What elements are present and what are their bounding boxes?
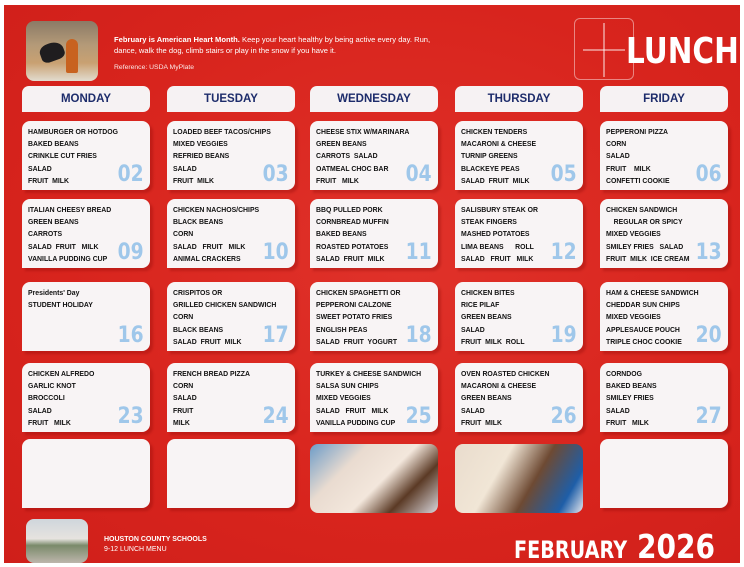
- day-card: [167, 363, 295, 432]
- menu-item: SALAD FRUIT MILK: [316, 255, 385, 263]
- menu-item: FRUIT MILK ICE CREAM: [606, 255, 690, 263]
- day-card: [310, 363, 438, 432]
- menu-item: FRUIT: [173, 407, 194, 415]
- menu-item: SALAD FRUIT MILK: [173, 338, 242, 346]
- menu-item: MASHED POTATOES: [461, 231, 530, 239]
- menu-item: CORNBREAD MUFFIN: [316, 219, 389, 227]
- month-label: FEBRUARY: [514, 536, 628, 564]
- menu-item: TURKEY & CHEESE SANDWICH: [316, 371, 422, 378]
- day-header-thursday: THURSDAY: [455, 86, 583, 112]
- menu-item: Presidents' Day: [28, 290, 80, 297]
- menu-item: CARROTS: [28, 231, 63, 239]
- month-title: [514, 527, 729, 566]
- date-number: 20: [695, 323, 722, 348]
- date-number: 27: [695, 404, 722, 429]
- menu-item: BLACK BEANS: [173, 219, 224, 227]
- menu-item: MIXED VEGGIES: [606, 314, 661, 322]
- menu-item: SALSA SUN CHIPS: [316, 383, 379, 391]
- menu-item: FRUIT MILK: [606, 165, 651, 173]
- date-number: 12: [550, 240, 577, 265]
- menu-item: BLACKEYE PEAS: [461, 165, 520, 173]
- menu-item: SALAD: [28, 407, 52, 415]
- day-card: [455, 282, 583, 351]
- day-header-friday: FRIDAY: [600, 86, 728, 112]
- school-info: [104, 535, 207, 555]
- day-card: [600, 282, 728, 351]
- date-number: 04: [405, 162, 432, 187]
- menu-item: SMILEY FRIES: [606, 395, 654, 403]
- date-number: 10: [262, 240, 289, 265]
- reference: Reference: USDA MyPlate: [114, 64, 195, 71]
- menu-item: GREEN BEANS: [461, 314, 512, 322]
- menu-item: GREEN BEANS: [316, 141, 367, 149]
- menu-item: CORN: [606, 141, 627, 149]
- day-card: [455, 363, 583, 432]
- day-header-tuesday: TUESDAY: [167, 86, 295, 112]
- day-card: [310, 282, 438, 351]
- menu-item: CHEESE STIX W/MARINARA: [316, 129, 410, 136]
- menu-item: GREEN BEANS: [461, 395, 512, 403]
- menu-item: SALAD FRUIT MILK: [461, 177, 530, 185]
- menu-item: BAKED BEANS: [606, 383, 657, 391]
- menu-item: PEPPERONI PIZZA: [606, 129, 669, 136]
- menu-item: ENGLISH PEAS: [316, 326, 368, 334]
- intro-bold: February is American Heart Month.: [114, 35, 240, 44]
- menu-item: STUDENT HOLIDAY: [28, 302, 93, 310]
- menu-item: FRUIT MILK: [173, 177, 214, 185]
- menu-item: FRUIT MILK ROLL: [461, 338, 525, 346]
- menu-item: CHICKEN TENDERS: [461, 129, 528, 136]
- date-number: 06: [695, 162, 722, 187]
- menu-item: SALAD FRUIT MILK: [316, 407, 389, 415]
- day-header-wednesday: WEDNESDAY: [310, 86, 438, 112]
- menu-item: CHICKEN SANDWICH: [606, 207, 678, 214]
- menu-item: MIXED VEGGIES: [316, 395, 371, 403]
- menu-item: GREEN BEANS: [28, 219, 79, 227]
- menu-item: HAM & CHEESE SANDWICH: [606, 290, 699, 297]
- menu-item: SALISBURY STEAK OR: [461, 207, 538, 214]
- menu-item: SALAD: [606, 153, 630, 161]
- menu-item: PEPPERONI CALZONE: [316, 302, 392, 310]
- day-card: [600, 199, 728, 268]
- date-number: 16: [117, 323, 144, 348]
- menu-item: CORN: [173, 314, 194, 322]
- menu-item: VANILLA PUDDING CUP: [28, 255, 108, 263]
- menu-item: SWEET POTATO FRIES: [316, 314, 393, 322]
- date-number: 23: [117, 404, 144, 429]
- date-number: 26: [550, 404, 577, 429]
- menu-name: 9-12 LUNCH MENU: [104, 546, 167, 553]
- lunch-title: LUNCH: [626, 31, 739, 72]
- menu-item: FRUIT MILK: [461, 419, 502, 427]
- menu-item: MILK: [173, 419, 190, 427]
- menu-item: SALAD: [28, 165, 52, 173]
- menu-item: SALAD: [173, 165, 197, 173]
- heart-month-note: [114, 34, 454, 73]
- menu-item: BAKED BEANS: [28, 141, 79, 149]
- date-number: 19: [550, 323, 577, 348]
- date-number: 13: [695, 240, 722, 265]
- menu-item: BLACK BEANS: [173, 326, 224, 334]
- lunch-tray-icon: [574, 18, 634, 80]
- empty-card: [167, 439, 295, 508]
- intro-text: Keep your heart healthy by being active every day. Run, dance, walk the dog, climb stairs or play in the snow if you have it.: [114, 35, 431, 55]
- date-number: 11: [405, 240, 432, 265]
- menu-item: SALAD FRUIT MILK: [173, 243, 246, 251]
- menu-item: FRENCH BREAD PIZZA: [173, 371, 250, 378]
- day-card: [22, 363, 150, 432]
- menu-item: SALAD: [173, 395, 197, 403]
- menu-item: REFRIED BEANS: [173, 153, 230, 161]
- menu-item: SALAD: [461, 326, 485, 334]
- date-number: 18: [405, 323, 432, 348]
- menu-item: ANIMAL CRACKERS: [173, 255, 241, 263]
- kids-snowman-photo: [310, 444, 438, 513]
- menu-item: SALAD FRUIT YOGURT: [316, 338, 398, 346]
- date-number: 02: [117, 162, 144, 187]
- day-card: [22, 282, 150, 351]
- day-card: [455, 121, 583, 190]
- menu-item: BBQ PULLED PORK: [316, 207, 383, 214]
- menu-item: SALAD FRUIT MILK: [461, 255, 534, 263]
- menu-item: CORN: [173, 231, 194, 239]
- day-card: [22, 199, 150, 268]
- day-header-monday: MONDAY: [22, 86, 150, 112]
- menu-item: SMILEY FRIES SALAD: [606, 243, 684, 251]
- menu-item: CHICKEN ALFREDO: [28, 371, 95, 378]
- menu-item: HAMBURGER OR HOTDOG: [28, 129, 118, 136]
- menu-item: CRISPITOS OR: [173, 290, 223, 297]
- menu-item: SALAD: [461, 407, 485, 415]
- menu-item: FRUIT MILK: [606, 419, 649, 427]
- date-number: 05: [550, 162, 577, 187]
- day-card: [167, 282, 295, 351]
- menu-item: GRILLED CHICKEN SANDWICH: [173, 302, 277, 310]
- day-card: [455, 199, 583, 268]
- menu-item: FRUIT MILK: [28, 419, 71, 427]
- menu-item: RICE PILAF: [461, 302, 500, 310]
- menu-item: REGULAR OR SPICY: [606, 219, 683, 227]
- menu-item: CHICKEN NACHOS/CHIPS: [173, 207, 260, 214]
- menu-item: ITALIAN CHEESY BREAD: [28, 207, 112, 214]
- day-card: [22, 121, 150, 190]
- year-label: 2026: [637, 527, 716, 566]
- menu-item: MIXED VEGGIES: [606, 231, 661, 239]
- menu-item: BAKED BEANS: [316, 231, 367, 239]
- date-number: 03: [262, 162, 289, 187]
- day-card: [600, 363, 728, 432]
- day-card: [167, 121, 295, 190]
- kid-winter-hat-photo: [455, 444, 583, 513]
- menu-item: CHEDDAR SUN CHIPS: [606, 302, 680, 310]
- menu-item: STEAK FINGERS: [461, 219, 517, 227]
- day-card: [310, 199, 438, 268]
- menu-item: FRUIT MILK: [28, 177, 69, 185]
- menu-item: CORNDOG: [606, 371, 642, 378]
- menu-item: SALAD FRUIT MILK: [28, 243, 99, 251]
- menu-item: OATMEAL CHOC BAR: [316, 165, 389, 173]
- empty-card: [600, 439, 728, 508]
- date-number: 25: [405, 404, 432, 429]
- menu-item: LOADED BEEF TACOS/CHIPS: [173, 129, 271, 136]
- menu-item: MACARONI & CHEESE: [461, 383, 537, 391]
- menu-item: VANILLA PUDDING CUP: [316, 419, 396, 427]
- menu-item: OVEN ROASTED CHICKEN: [461, 371, 550, 378]
- date-number: 09: [117, 240, 144, 265]
- menu-item: CORN: [173, 383, 194, 391]
- menu-item: APPLESAUCE POUCH: [606, 326, 680, 334]
- day-card: [167, 199, 295, 268]
- menu-page: [4, 5, 740, 566]
- menu-item: GARLIC KNOT: [28, 383, 76, 391]
- menu-item: FRUIT MILK: [316, 177, 359, 185]
- empty-card: [22, 439, 150, 508]
- menu-item: BROCCOLI: [28, 395, 65, 403]
- menu-item: LIMA BEANS ROLL: [461, 243, 534, 251]
- day-card: [310, 121, 438, 190]
- school-name: HOUSTON COUNTY SCHOOLS: [104, 536, 207, 543]
- menu-item: TURNIP GREENS: [461, 153, 518, 161]
- menu-item: CRINKLE CUT FRIES: [28, 153, 97, 161]
- menu-item: CONFETTI COOKIE: [606, 177, 670, 185]
- menu-item: CHICKEN SPAGHETTI OR: [316, 290, 401, 297]
- menu-item: ROASTED POTATOES: [316, 243, 389, 251]
- menu-item: CHICKEN BITES: [461, 290, 515, 297]
- menu-item: CARROTS SALAD: [316, 153, 378, 161]
- menu-item: SALAD: [606, 407, 630, 415]
- menu-item: MIXED VEGGIES: [173, 141, 228, 149]
- menu-item: TRIPLE CHOC COOKIE: [606, 338, 682, 346]
- date-number: 17: [262, 323, 289, 348]
- date-number: 24: [262, 404, 289, 429]
- day-card: [600, 121, 728, 190]
- school-photo: [26, 519, 88, 563]
- dog-play-photo: [26, 21, 98, 81]
- menu-item: MACARONI & CHEESE: [461, 141, 537, 149]
